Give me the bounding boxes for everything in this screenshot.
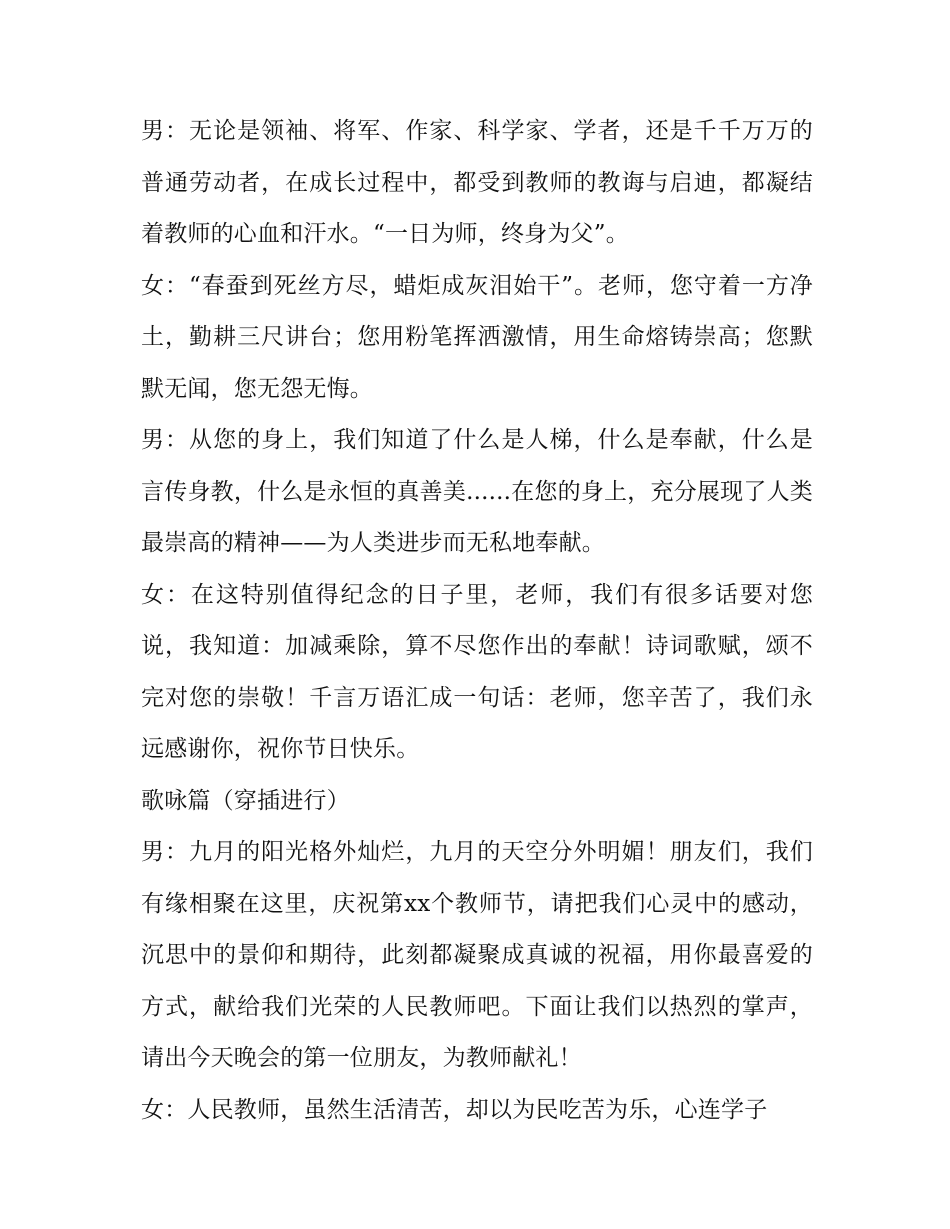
paragraph-female-1: 女：“春蚕到死丝方尽，蜡炬成灰泪始干”。老师，您守着一方净土，勤耕三尺讲台；您用粉笔挥洒激情，用生命熔铸崇高；您默默无闻，您无怨无悔。 [141,272,813,402]
paragraph-male-3: 男：九月的阳光格外灿烂，九月的天空分外明媚！朋友们，我们有缘相聚在这里，庆祝第xx个教师节，请把我们心灵中的感动，沉思中的景仰和期待，此刻都凝聚成真诚的祝福，用你最喜爱的方式，献给我们光荣的人民教师吧。下面让我们以热烈的掌声，请出今天晚会的第一位朋友，为教师献礼！ [141,839,813,1071]
paragraph-female-2: 女：在这特别值得纪念的日子里，老师，我们有很多话要对您说，我知道：加减乘除，算不尽您作出的奉献！诗词歌赋，颂不完对您的崇敬！千言万语汇成一句话：老师，您辛苦了，我们永远感谢你，祝你节日快乐。 [141,581,813,762]
paragraph-female-3: 女：人民教师，虽然生活清苦，却以为民吃苦为乐，心连学子 [141,1096,768,1123]
section-heading: 歌咏篇（穿插进行） [141,787,350,814]
document-page [141,106,813,1136]
paragraph-male-2: 男：从您的身上，我们知道了什么是人梯，什么是奉献，什么是言传身教，什么是永恒的真善美......在您的身上，充分展现了人类最崇高的精神——为人类进步而无私地奉献。 [141,427,813,556]
paragraph-male-1: 男：无论是领袖、将军、作家、科学家、学者，还是千千万万的普通劳动者，在成长过程中，都受到教师的教诲与启迪，都凝结着教师的心血和汗水。“一日为师，终身为父”。 [141,118,813,247]
